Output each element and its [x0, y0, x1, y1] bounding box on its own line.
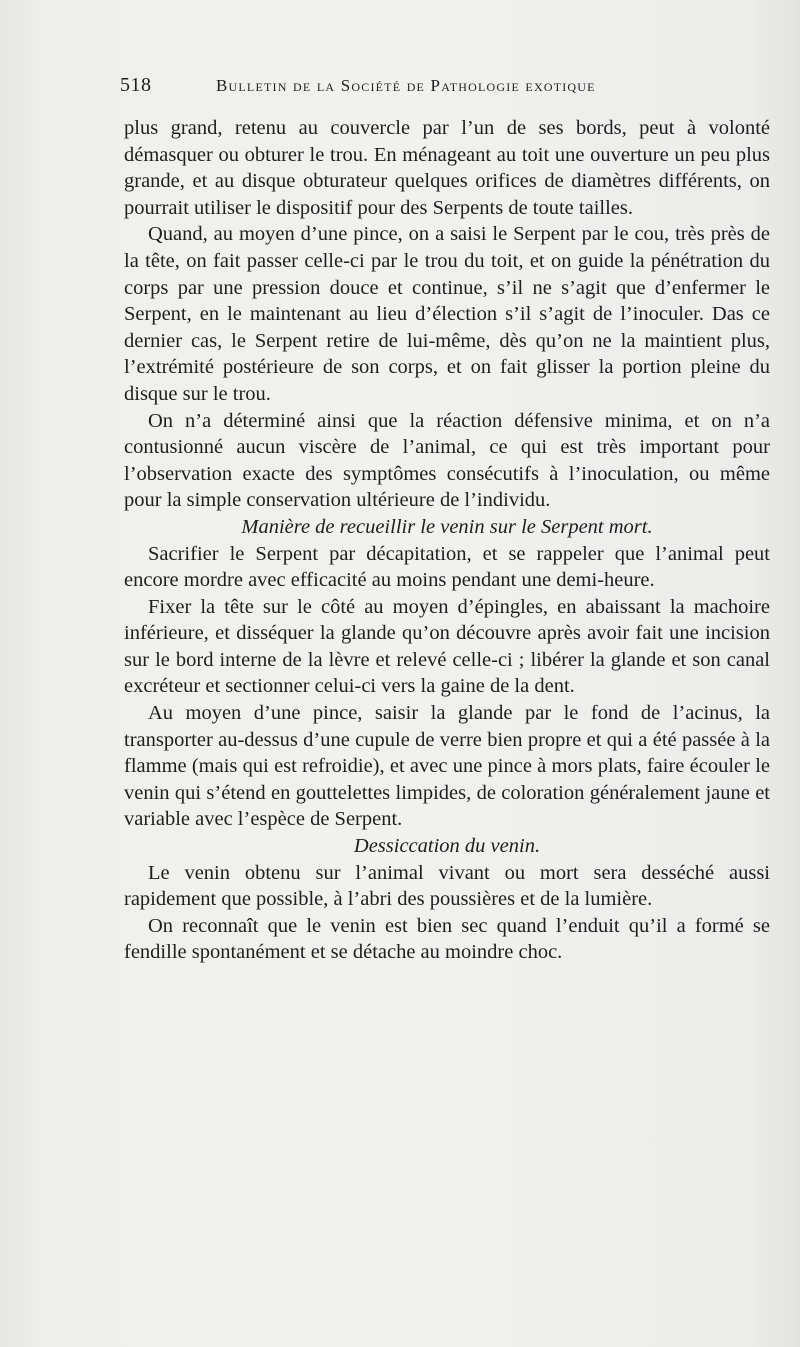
paragraph: Quand, au moyen d’une pince, on a saisi le Serpent par le cou, très près de la tête, on fait passer celle-ci par le trou du toit, et on guide la pénétration du corps par une pression douce et continue, s’il ne s’agit que d’enfermer le Serpent, en le maintenant au lieu d’élection s’il s’agit de l’inoculer. Das ce dernier cas, le Serpent retire de lui-même, dès qu’on ne la maintient plus, l’extrémité postérieure de son corps, et on fait glisser la portion pleine du disque sur le trou.	[124, 223, 770, 405]
paragraph: Sacrifier le Serpent par décapitation, et se rappeler que l’animal peut encore mordre avec efficacité au moins pendant une demi-heure.	[124, 542, 770, 592]
body-text	[124, 115, 770, 966]
paragraph: On reconnaît que le venin est bien sec quand l’enduit qu’il a formé se fendille spontanément et se détache au moindre choc.	[124, 914, 770, 964]
paragraph: Le venin obtenu sur l’animal vivant ou mort sera desséché aussi rapidement que possible, à l’abri des poussières et de la lumière.	[124, 861, 770, 911]
section-heading: Manière de recueillir le venin sur le Serpent mort.	[241, 515, 653, 538]
paragraph: Fixer la tête sur le côté au moyen d’épingles, en abaissant la machoire inférieure, et disséquer la glande qu’on découvre après avoir fait une incision sur le bord interne de la lèvre et relevé celle-ci ; libérer la glande et son canal excréteur et sectionner celui-ci vers la gaine de la dent.	[124, 595, 770, 698]
page-number: 518	[120, 74, 152, 96]
paragraph: On n’a déterminé ainsi que la réaction défensive minima, et on n’a contusionné aucun viscère de l’animal, ce qui est très important pour l’observation exacte des symptômes consécutifs à l’inoculation, ou même pour la simple conservation ultérieure de l’individu.	[124, 409, 770, 512]
page-header	[120, 74, 680, 104]
running-title: Bulletin de la Société de Pathologie exotique	[216, 76, 596, 95]
section-heading: Dessiccation du venin.	[353, 835, 541, 858]
paragraph: plus grand, retenu au couvercle par l’un de ses bords, peut à volonté démasquer ou obturer le trou. En ménageant au toit une ouverture un peu plus grande, et au disque obturateur quelques orifices de diamètres différents, on pourrait utiliser le dispositif pour des Serpents de toute tailles.	[124, 117, 770, 219]
paragraph: Au moyen d’une pince, saisir la glande par le fond de l’acinus, la transporter au-dessus d’une cupule de verre bien propre et qui a été passée à la flamme (mais qui est refroidie), et avec une pince à mors plats, faire écouler le venin qui s’étend en gouttelettes limpides, de coloration généralement jaune et variable avec l’espèce de Serpent.	[124, 702, 770, 831]
